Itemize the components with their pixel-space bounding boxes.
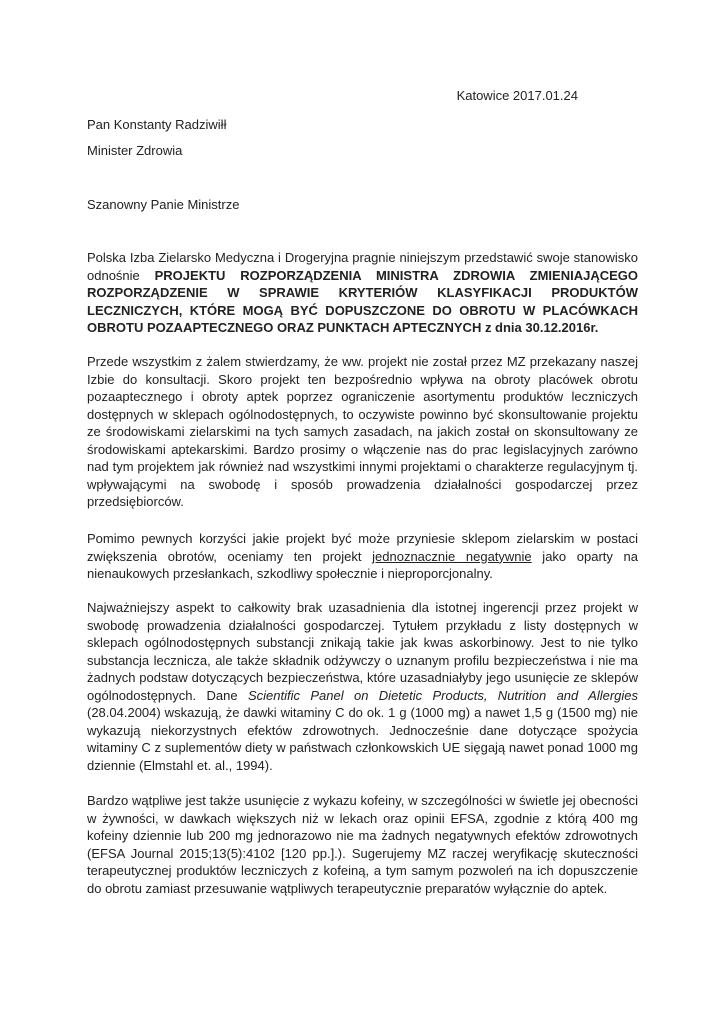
- recipient-title: Minister Zdrowia: [87, 143, 183, 158]
- intro-text: Polska Izba Zielarsko Medyczna i Drogeryjna pragnie niniejszym przedstawić swoje stanowisko odnośnie: [87, 250, 638, 283]
- recipient-name: Pan Konstanty Radziwiłł: [87, 117, 227, 132]
- efsa-panel-name: Scientific Panel on Dietetic Products, Nutrition and Allergies: [247, 687, 638, 703]
- date-line: Katowice 2017.01.24: [456, 88, 578, 103]
- consultation-text: Przede wszystkim z żalem stwierdzamy, że ww. projekt nie został przez MZ przekazany naszej Izbie do konsultacji. Skoro projekt ten bezpośrednio wpływa na obroty placówek obrotu pozaaptecznego i obroty aptek poprzez ograniczenie asortymentu produktów leczniczych dostępnych w sklepach ogólnodostępnych, to oczywiste powinno być skonsultowanie projektu ze środowiskami zielarskimi na tych samych zasadach, na jakich został on skonsultowany ze środowiskami aptekarskimi. Bardzo prosimy o włączenie nas do prac legislacyjnych zarówno nad tym projektem jak również nad wszystkimi innymi projektami o charakterze regulacyjnym tj. wpływającymi na swobodę i sposób prowadzenia działalności gospodarczej przez przedsiębiorców.: [87, 354, 638, 509]
- caffeine-text: Bardzo wątpliwe jest także usunięcie z wykazu kofeiny, w szczególności w świetle jej obecności w żywności, w dawkach większych niż w lekach oraz opinii EFSA, zgodnie z którą 400 mg kofeiny dziennie lub 200 mg jednorazowo nie ma żadnych negatywnych efektów zdrowotnych (EFSA Journal 2015;13(5):4102 [120 pp.].). Sugerujemy MZ raczej weryfikację skuteczności terapeutycznej produktów leczniczych z kofeiną, a tym samym pozwoleń na ich dopuszczenie do obrotu zamiast przesuwanie wątpliwych terapeutycznie preparatów wyłącznie do aptek.: [87, 793, 638, 896]
- vitamin-c-text-after: (28.04.2004) wskazują, że dawki witaminy C do ok. 1 g (1000 mg) a nawet 1,5 g (1500 mg) nie wykazują niekorzystnych efektów zdrowotnych. Jednocześnie dane dotyczące spożycia witaminy C z suplementów diety w państwach członkowskich UE sięgają nawet ponad 1000 mg dziennie (Elmstahl et. al., 1994).: [87, 705, 638, 773]
- paragraph-consultation: [87, 353, 638, 511]
- paragraph-vitamin-c: [87, 599, 638, 774]
- assessment-text-after: jako oparty na nienaukowych przesłankach, szkodliwy społecznie i nieproporcjonalny.: [87, 548, 639, 581]
- paragraph-caffeine: [87, 792, 638, 897]
- assessment-text-before: Pomimo pewnych korzyści jakie projekt być może przyniesie sklepom zielarskim w postaci zwiększenia obrotów, oceniamy ten projekt: [87, 531, 638, 564]
- paragraph-assessment: [87, 530, 638, 583]
- salutation: Szanowny Panie Ministrze: [87, 197, 240, 212]
- assessment-underlined: jednoznacznie negatywnie: [372, 548, 532, 564]
- vitamin-c-text-before: Najważniejszy aspekt to całkowity brak uzasadnienia dla istotnej ingerencji przez projekt w swobodę prowadzenia działalności gospodarczej. Tytułem przykładu z listy dostępnych w sklepach ogólnodostępnych substancji znikają takie jak kwas askorbinowy. Jest to nie tylko substancja lecznicza, ale także składnik odżywczy o uznanym profilu bezpieczeństwa i nie ma żadnych podstaw dotyczących bezpieczeństwa, które uzasadniałyby jego usunięcie ze sklepów ogólnodostępnych. Dane: [87, 600, 638, 703]
- regulation-title: PROJEKTU ROZPORZĄDZENIA MINISTRA ZDROWIA ZMIENIAJĄCEGO ROZPORZĄDZENIE W SPRAWIE KRYTERIÓW KLASYFIKACJI PRODUKTÓW LECZNICZYCH, KTÓRE MOGĄ BYĆ DOPUSZCZONE DO OBROTU W PLACÓWKACH OBROTU POZAAPTECZNEGO ORAZ PUNKTACH APTECZNYCH z dnia 30.12.2016r.: [87, 267, 638, 335]
- paragraph-intro: [87, 249, 638, 337]
